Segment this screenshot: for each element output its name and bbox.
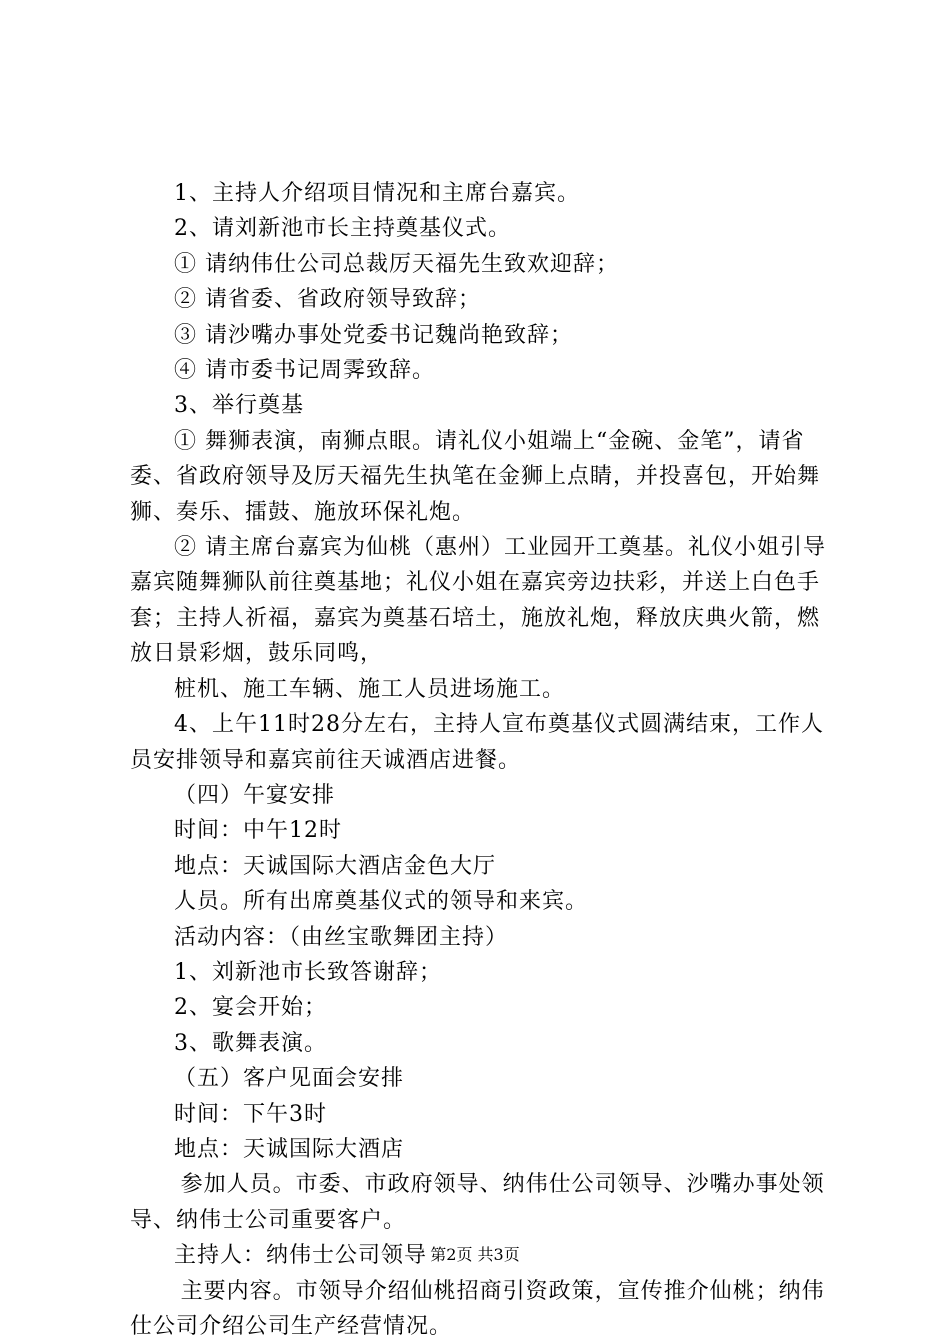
paragraph: 1、刘新池市长致答谢辞； — [174, 959, 442, 985]
paragraph: ④ 请市委书记周霁致辞。 — [174, 358, 435, 384]
paragraph: 3、举行奠基 — [174, 393, 304, 419]
paragraph: ③ 请沙嘴办事处党委书记魏尚艳致辞； — [174, 322, 573, 348]
paragraph: 主持人：纳伟士公司领导 — [174, 1243, 428, 1269]
paragraph: 地点：天诚国际大酒店 — [174, 1136, 405, 1162]
paragraph: 时间：中午12时 — [174, 818, 342, 844]
paragraph: 主要内容。市领导介绍仙桃招商引资政策，宣传推介仙桃；纳伟仕公司介绍公司生产经营情况。 — [130, 1278, 825, 1339]
paragraph: 2、宴会开始； — [174, 995, 327, 1021]
paragraph: 活动内容：（由丝宝歌舞团主持） — [174, 924, 509, 950]
paragraph: 人员。所有出席奠基仪式的领导和来宾。 — [174, 889, 589, 915]
paragraph: 2、请刘新池市长主持奠基仪式。 — [174, 216, 511, 242]
paragraph: ② 请主席台嘉宾为仙桃（惠州）工业园开工奠基。礼仪小姐引导嘉宾随舞狮队前往奠基地；礼仪小姐在嘉宾旁边扶彩，并送上白色手套；主持人祈福，嘉宾为奠基石培土，施放礼炮，释放庆典火箭，燃放日景彩烟，鼓乐同鸣， — [130, 535, 826, 667]
section-heading: （四）午宴安排 — [174, 782, 336, 808]
paragraph: ① 请纳伟仕公司总裁厉天福先生致欢迎辞； — [174, 251, 619, 277]
paragraph: 时间：下午3时 — [174, 1101, 327, 1127]
paragraph: 4、上午11时28分左右，主持人宣布奠基仪式圆满结束，工作人员安排领导和嘉宾前往天诚酒店进餐。 — [130, 712, 824, 773]
paragraph: 1、主持人介绍项目情况和主席台嘉宾。 — [174, 181, 580, 206]
paragraph: 参加人员。市委、市政府领导、纳伟仕公司领导、沙嘴办事处领导、纳伟士公司重要客户。 — [130, 1172, 825, 1233]
paragraph: 地点：天诚国际大酒店金色大厅 — [174, 853, 497, 879]
paragraph: ① 舞狮表演，南狮点眼。请礼仪小姐端上“金碗、金笔”，请省委、省政府领导及厉天福先生执笔在金狮上点睛，并投喜包，开始舞狮、奏乐、擂鼓、施放环保礼炮。 — [130, 428, 821, 525]
paragraph: 桩机、施工车辆、施工人员进场施工。 — [174, 676, 566, 702]
document-body — [130, 176, 840, 1344]
paragraph: ② 请省委、省政府领导致辞； — [174, 287, 481, 313]
section-heading: （五）客户见面会安排 — [174, 1066, 405, 1092]
paragraph: 3、歌舞表演。 — [174, 1030, 327, 1056]
page-footer: 第2页 共3页 — [430, 1245, 520, 1264]
